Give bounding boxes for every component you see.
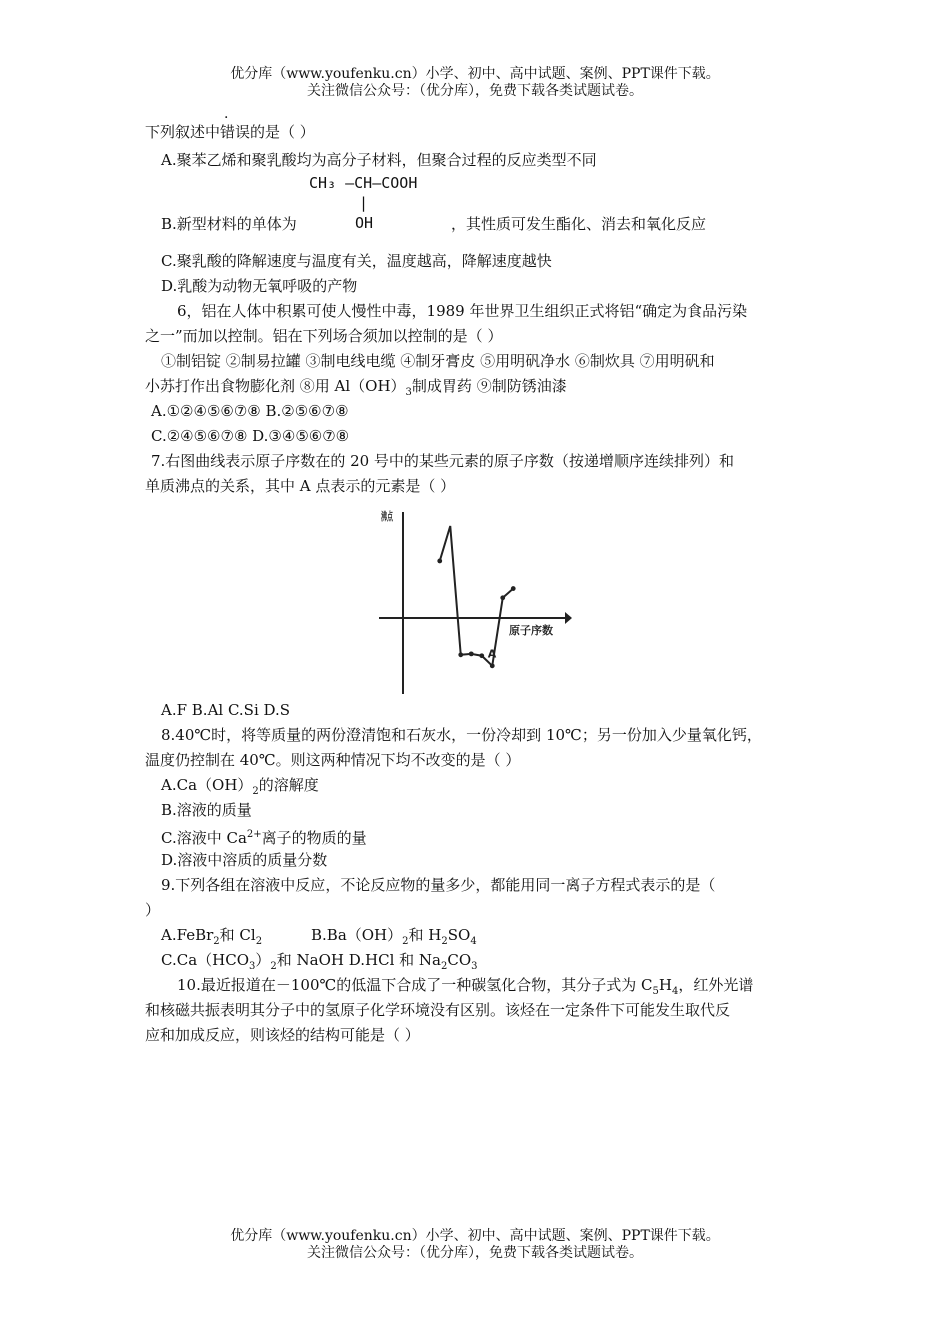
lactic-acid-formula-top: CH₃ —CH—COOH bbox=[309, 174, 418, 192]
q10-1-sub1: 5 bbox=[652, 986, 659, 997]
q10-1a: 10.最近报道在－100℃的低温下合成了一种碳氢化合物，其分子式为 C bbox=[177, 976, 653, 994]
footer-line-1: 优分库（www.youfenku.cn）小学、初中、高中试题、案例、PPT课件下载。 bbox=[230, 1228, 720, 1244]
q10-line-3: 应和加成反应，则该烃的结构可能是（ ） bbox=[145, 1026, 420, 1044]
q7-line-1: 7.右图曲线表示原子序数在的 20 号中的某些元素的原子序数（按递增顺序连续排列）和 bbox=[151, 452, 734, 470]
q6-line-3: ①制铝锭 ②制易拉罐 ③制电线电缆 ④制牙膏皮 ⑤用明矾净水 ⑥制炊具 ⑦用明矾和 bbox=[161, 352, 715, 370]
chart-points bbox=[437, 559, 515, 669]
chart-point-3 bbox=[458, 652, 463, 657]
chart-point-6 bbox=[490, 663, 495, 668]
q9-b-sub3: 4 bbox=[470, 936, 477, 947]
chart-point-label-a: A bbox=[487, 647, 497, 661]
q9-a-1: A.FeBr bbox=[161, 926, 214, 944]
q9-c-3: 和 NaOH D.HCl 和 Na bbox=[276, 951, 441, 969]
chart-point-4 bbox=[469, 651, 474, 656]
q10-1c: ，红外光谱 bbox=[678, 976, 754, 994]
q9-b-1: B.Ba（OH） bbox=[311, 926, 403, 944]
q5-option-c: C.聚乳酸的降解速度与温度有关，温度越高，降解速度越快 bbox=[161, 252, 552, 270]
q7-options: A.F B.Al C.Si D.S bbox=[161, 701, 291, 719]
q5-option-a: A.聚苯乙烯和聚乳酸均为高分子材料，但聚合过程的反应类型不同 bbox=[161, 151, 597, 169]
boiling-point-chart bbox=[377, 498, 572, 698]
q10-1b: H bbox=[658, 976, 672, 994]
q6-line-4-a: 小苏打作出食物膨化剂 ⑧用 Al（OH） bbox=[145, 377, 406, 395]
lactic-acid-formula-bond: | bbox=[359, 194, 369, 212]
q9-c-sub1: 3 bbox=[249, 961, 256, 972]
header-line-2: 关注微信公众号：（优分库），免费下载各类试题试卷。 bbox=[307, 83, 643, 99]
q9-b-2: 和 H bbox=[408, 926, 442, 944]
q5-stem-emphasis: 错误 bbox=[220, 123, 251, 141]
q9-c-sub2: 2 bbox=[270, 961, 277, 972]
q8-line-2: 温度仍控制在 40℃。则这两种情况下均不改变的是（ ） bbox=[145, 751, 521, 769]
q5-stem bbox=[145, 120, 315, 144]
q9-c-sub3: 2 bbox=[440, 961, 448, 972]
page-footer bbox=[0, 1228, 950, 1262]
q8-option-b: B.溶液的质量 bbox=[161, 801, 252, 819]
q8-option-a-b: 的溶解度 bbox=[258, 776, 319, 794]
q9-line-1: 9.下列各组在溶液中反应，不论反应物的量多少，都能用同一离子方程式表示的是（ bbox=[161, 876, 716, 894]
chart-point-8 bbox=[511, 586, 516, 591]
q8-line-1: 8.40℃时，将等质量的两份澄清饱和石灰水，一份冷却到 10℃；另一份加入少量氧化钙， bbox=[161, 726, 762, 744]
q9-b-sub1: 2 bbox=[402, 936, 409, 947]
chart-xlabel: 原子序数 bbox=[509, 624, 553, 637]
header-line-1: 优分库（www.youfenku.cn）小学、初中、高中试题、案例、PPT课件下载。 bbox=[230, 66, 720, 82]
q8-option-a-a: A.Ca（OH） bbox=[161, 776, 253, 794]
q6-line-1: 6，铝在人体中积累可使人慢性中毒，1989 年世界卫生组织正式将铝“确定为食品污染 bbox=[177, 302, 748, 320]
chart-point-7 bbox=[500, 595, 505, 600]
q9-b-3: SO bbox=[447, 926, 471, 944]
q9-a-2: 和 Cl bbox=[219, 926, 256, 944]
q8-option-c-sup: 2+ bbox=[246, 829, 262, 840]
q9-a-sub1: 2 bbox=[213, 936, 220, 947]
q9-c-2: ） bbox=[255, 951, 271, 969]
q9-c-4: CO bbox=[447, 951, 472, 969]
q9-b-sub2: 2 bbox=[441, 936, 448, 947]
q6-line-2: 之一”而加以控制。铝在下列场合须加以控制的是（ ） bbox=[145, 327, 503, 345]
page-header bbox=[0, 66, 950, 100]
chart-x-arrowhead bbox=[565, 612, 572, 624]
q6-options-ab: A.①②④⑤⑥⑦⑧ B.②⑤⑥⑦⑧ bbox=[151, 402, 349, 420]
q6-line-4-sub: 3 bbox=[405, 387, 412, 398]
footer-line-2: 关注微信公众号：（优分库），免费下载各类试题试卷。 bbox=[307, 1245, 643, 1261]
q6-options-cd: C.②④⑤⑥⑦⑧ D.③④⑤⑥⑦⑧ bbox=[151, 427, 350, 445]
q9-a-sub2: 2 bbox=[255, 936, 263, 947]
q5-stem-a: 下列叙述中 bbox=[145, 123, 221, 141]
lactic-acid-formula-oh: OH bbox=[355, 214, 374, 232]
q8-option-d: D.溶液中溶质的质量分数 bbox=[161, 851, 328, 869]
q8-option-c bbox=[161, 823, 367, 850]
q9-line-2: ） bbox=[145, 901, 161, 919]
q7-line-2: 单质沸点的关系，其中 A 点表示的元素是（ ） bbox=[145, 477, 456, 495]
q10-1-sub2: 4 bbox=[671, 986, 679, 997]
q5-option-b bbox=[161, 212, 297, 236]
q5-stem-b: 的是（ ） bbox=[250, 123, 315, 141]
q5-option-d: D.乳酸为动物无氧呼吸的产物 bbox=[161, 277, 358, 295]
q10-line-2: 和核磁共振表明其分子中的氢原子化学环境没有区别。该烃在一定条件下可能发生取代反 bbox=[145, 1001, 731, 1019]
q9-c-1: C.Ca（HCO bbox=[161, 951, 249, 969]
chart-point-5 bbox=[479, 653, 484, 658]
q8-option-a-sub: 2 bbox=[252, 786, 259, 797]
q8-option-c-a: C.溶液中 Ca bbox=[161, 829, 247, 847]
q9-c-sub4: 3 bbox=[471, 961, 478, 972]
chart-ylabel-char-1: 沸点 bbox=[381, 510, 403, 523]
q5-option-b-pre: B.新型材料的单体为 bbox=[161, 215, 297, 233]
q8-option-c-b: 离子的物质的量 bbox=[261, 829, 367, 847]
q5-option-b-post: ，其性质可发生酯化、消去和氧化反应 bbox=[451, 215, 707, 233]
q6-line-4-b: 制成胃药 ⑨制防锈油漆 bbox=[411, 377, 567, 395]
chart-point-1 bbox=[437, 559, 442, 564]
